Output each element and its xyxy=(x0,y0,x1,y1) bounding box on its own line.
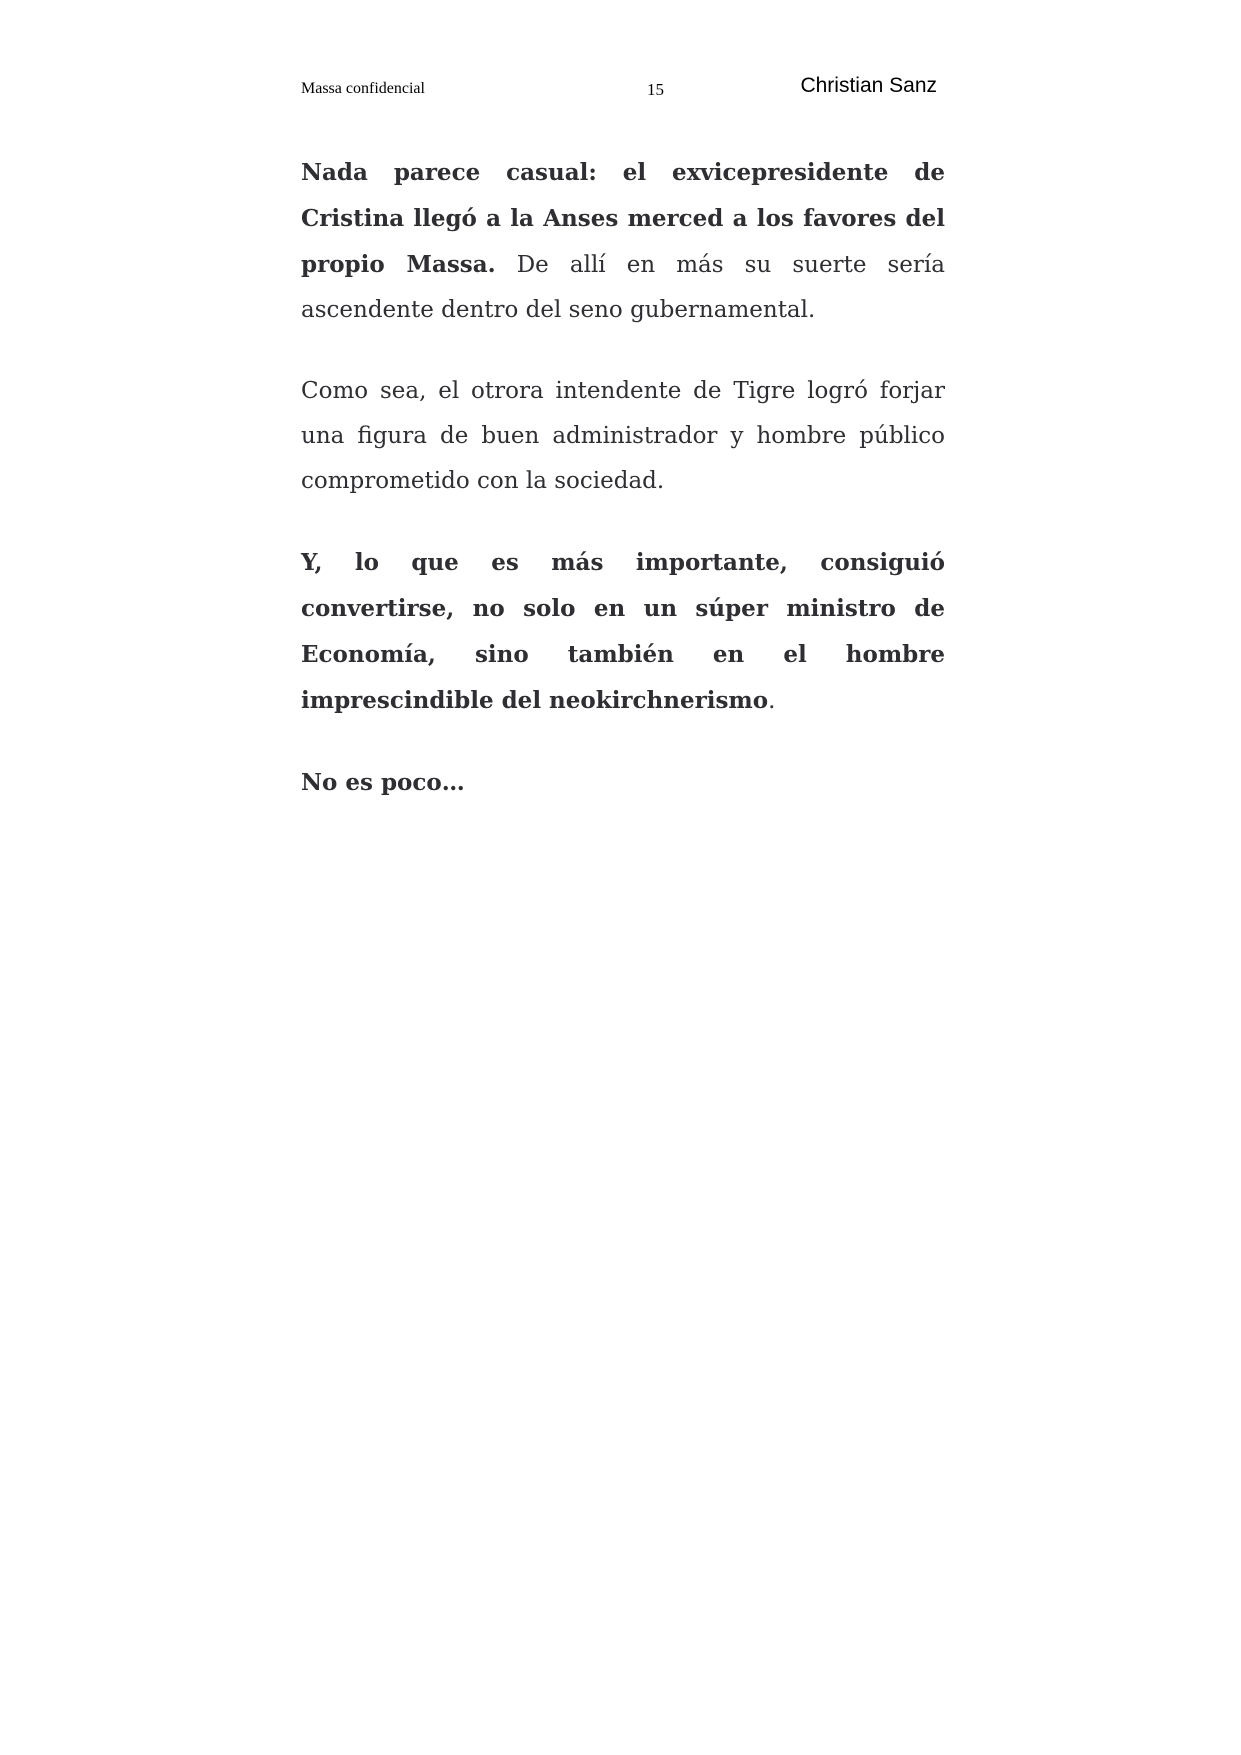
page-number: 15 xyxy=(647,80,664,99)
paragraph-4-bold: No es poco… xyxy=(301,769,465,796)
paragraph-2-regular: Como sea, el otrora intendente de Tigre logró forjar una figura de buen administrador y hombre público comprometido con la sociedad. xyxy=(301,378,945,494)
paragraph-1-regular: De allí en más su suerte sería ascendente dentro del seno gubernamental. xyxy=(301,252,945,323)
running-header xyxy=(301,74,937,104)
book-title: Massa confidencial xyxy=(301,80,425,97)
paragraph-3-bold: Y, lo que es más importante, consiguió convertirse, no solo en un súper ministro de Economía, sino también en el hombre imprescindible del neokirchnerismo xyxy=(301,549,945,714)
paragraph-1 xyxy=(301,150,945,333)
paragraph-3 xyxy=(301,540,945,724)
paragraph-2 xyxy=(301,369,945,504)
paragraph-3-regular: . xyxy=(768,688,776,714)
body-text xyxy=(301,150,945,842)
author-name: Christian Sanz xyxy=(800,74,937,97)
paragraph-1-bold: Nada parece casual: el exvicepresidente de Cristina llegó a la Anses merced a los favores del propio Massa. xyxy=(301,159,945,278)
paragraph-4 xyxy=(301,760,945,806)
